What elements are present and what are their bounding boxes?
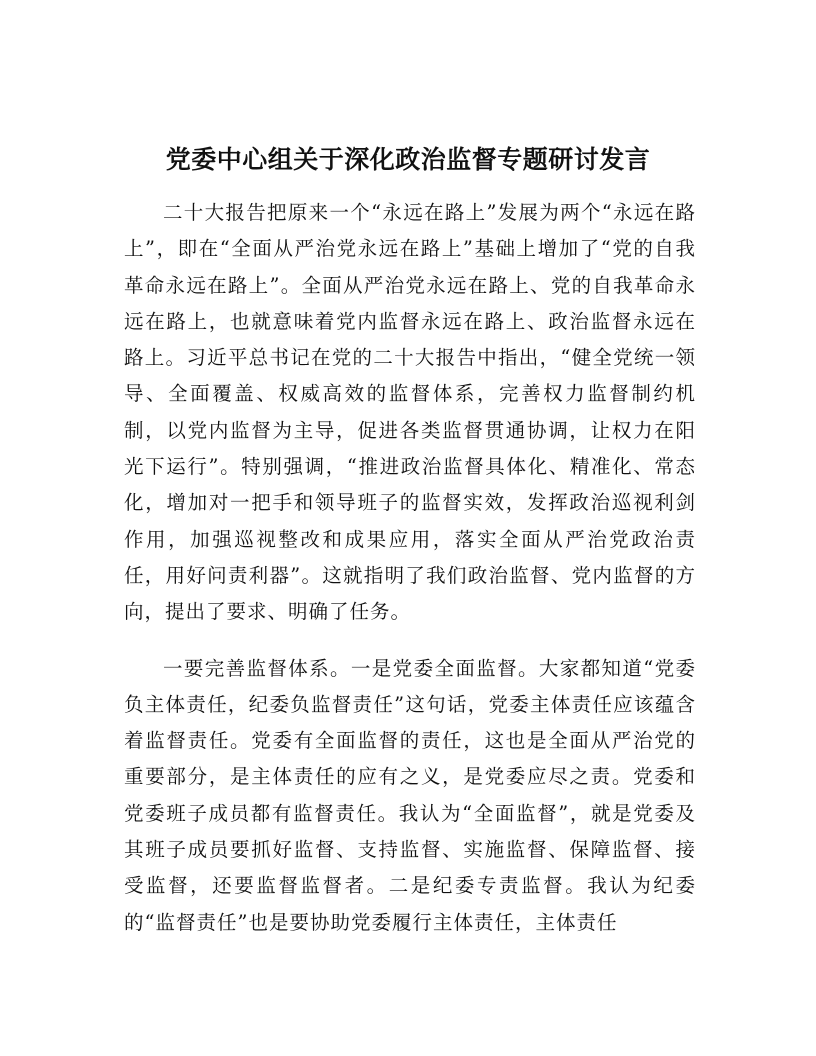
document-title: 党委中心组关于深化政治监督专题研讨发言 [165,145,651,174]
paragraph-1: 二十大报告把原来一个“永远在路上”发展为两个“永远在路上”，即在“全面从严治党永远在路上”基础上增加了“党的自我革命永远在路上”。全面从严治党永远在路上、党的自我革命永远在路上，也就意味着党内监督永远在路上、政治监督永远在路上。习近平总书记在党的二十大报告中指出，“健全党统一领导、全面覆盖、权威高效的监督体系，完善权力监督制约机制，以党内监督为主导，促进各类监督贯通协调，让权力在阳光下运行”。特别强调，“推进政治监督具体化、精准化、常态化，增加对一把手和领导班子的监督实效，发挥政治巡视利剑作用，加强巡视整改和成果应用，落实全面从严治党政治责任，用好问责利器”。这就指明了我们政治监督、党内监督的方向，提出了要求、明确了任务。 [124,201,696,624]
paragraph-2: 一要完善监督体系。一是党委全面监督。大家都知道“党委负主体责任，纪委负监督责任”这句话，党委主体责任应该蕴含着监督责任。党委有全面监督的责任，这也是全面从严治党的重要部分，是主体责任的应有之义，是党委应尽之责。党委和党委班子成员都有监督责任。我认为“全面监督”，就是党委及其班子成员要抓好监督、支持监督、实施监督、保障监督、接受监督，还要监督监督者。二是纪委专责监督。我认为纪委的“监督责任”也是要协助党委履行主体责任，主体责任 [124,656,696,934]
document-body [124,195,696,941]
